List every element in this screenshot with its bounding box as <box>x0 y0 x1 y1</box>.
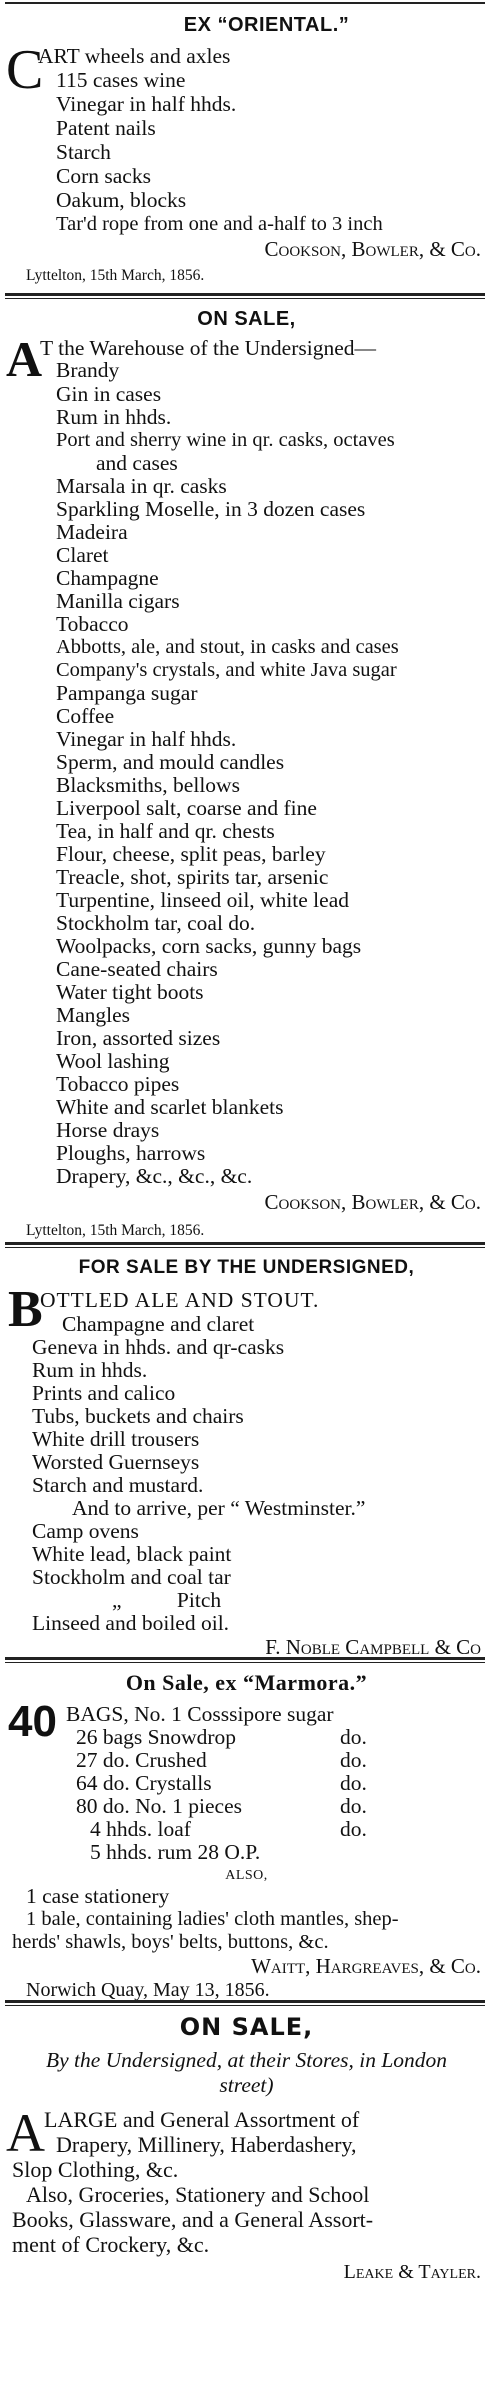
list-item: Port and sherry wine in qr. casks, octaves <box>56 429 395 451</box>
list-item: Linseed and boiled oil. <box>32 1611 230 1635</box>
list-item: Marsala in qr. casks <box>56 474 227 498</box>
list-item: 27 do. Crushed <box>76 1748 207 1772</box>
ad-heading: EX “ORIENTAL.” <box>183 14 350 36</box>
signature: Leake & Tayler. <box>343 2261 481 2283</box>
list-item: Books, Glassware, and a General Assort- <box>12 2207 374 2232</box>
list-item: Also, Groceries, Stationery and School <box>26 2182 370 2207</box>
list-item: White lead, black paint <box>32 1542 232 1566</box>
list-item: 4 hhds. loaf <box>90 1817 191 1841</box>
ad-heading: ON SALE, <box>179 2013 314 2041</box>
double-rule <box>5 1657 485 1663</box>
ad-heading: FOR SALE BY THE UNDERSIGNED, <box>78 1257 415 1278</box>
list-item: Worsted Guernseys <box>32 1450 200 1474</box>
list-item: Horse drays <box>56 1118 160 1142</box>
drop-cap: B <box>8 1281 43 1338</box>
list-item: Corn sacks <box>56 164 151 188</box>
list-item: Drapery, Millinery, Haberdashery, <box>56 2132 357 2157</box>
first-line: ART wheels and axles <box>38 44 231 68</box>
double-rule <box>5 293 485 299</box>
ditto-mark: do. <box>340 1725 367 1749</box>
list-item: „ Pitch <box>112 1588 222 1612</box>
list-item: Sperm, and mould candles <box>56 750 285 774</box>
list-item: BAGS, No. 1 Cosssipore sugar <box>66 1702 334 1726</box>
list-item: 5 hhds. rum 28 O.P. <box>90 1840 261 1864</box>
signature: Waitt, Hargreaves, & Co. <box>251 1954 481 1978</box>
list-item: Ploughs, harrows <box>56 1141 206 1165</box>
list-item: White drill trousers <box>32 1427 200 1451</box>
list-item: Rum in hhds. <box>56 405 172 429</box>
list-item: ment of Crockery, &c. <box>12 2232 210 2257</box>
list-item: Brandy <box>56 358 120 382</box>
list-item: Tubs, buckets and chairs <box>32 1404 244 1428</box>
top-rule <box>5 2 485 4</box>
list-item: 80 do. No. 1 pieces <box>76 1794 242 1818</box>
dateline: Lyttelton, 15th March, 1856. <box>26 1222 205 1239</box>
list-item: Mangles <box>56 1003 131 1027</box>
list-item: Manilla cigars <box>56 589 180 613</box>
list-item: Cane-seated chairs <box>56 957 218 981</box>
list-item: Coffee <box>56 704 115 728</box>
dateline: Norwich Quay, May 13, 1856. <box>26 1979 270 2001</box>
list-item: Vinegar in half hhds. <box>56 92 237 116</box>
ad-on-sale-warehouse <box>0 304 493 1239</box>
ad-for-sale-undersigned <box>0 1254 493 1659</box>
list-item: Turpentine, linseed oil, white lead <box>56 888 349 912</box>
list-item: Gin in cases <box>56 382 162 406</box>
drop-cap: A <box>6 331 43 387</box>
also-label: ALSO, <box>225 1868 268 1883</box>
drop-cap: A <box>6 2103 45 2163</box>
list-item: Flour, cheese, split peas, barley <box>56 842 326 866</box>
list-item: Tobacco pipes <box>56 1072 180 1096</box>
dateline: Lyttelton, 15th March, 1856. <box>26 267 205 284</box>
list-item: 1 bale, containing ladies' cloth mantles, shep- <box>26 1908 399 1930</box>
drop-cap: C <box>6 39 44 101</box>
list-item: LARGE and General Assortment of <box>44 2107 360 2132</box>
list-item: Wool lashing <box>56 1049 170 1073</box>
list-item: Woolpacks, corn sacks, gunny bags <box>56 934 362 958</box>
ditto-mark: do. <box>340 1771 367 1795</box>
list-item: Oakum, blocks <box>56 188 187 212</box>
list-item: Iron, assorted sizes <box>56 1026 221 1050</box>
list-item: Vinegar in half hhds. <box>56 727 237 751</box>
signature: F. Noble Campbell & Co <box>265 1635 481 1659</box>
first-line: OTTLED ALE AND STOUT. <box>40 1288 320 1312</box>
list-item: Water tight boots <box>56 980 204 1004</box>
list-item: 1 case stationery <box>26 1884 170 1908</box>
list-item: Tea, in half and qr. chests <box>56 819 275 843</box>
list-item: Madeira <box>56 520 128 544</box>
list-item: Liverpool salt, coarse and fine <box>56 796 317 820</box>
ad-leake-tayler <box>0 2010 493 2283</box>
list-item: Company's crystals, and white Java sugar <box>56 659 397 681</box>
first-line: T the Warehouse of the Undersigned— <box>40 336 377 360</box>
ditto-mark: do. <box>340 1817 367 1841</box>
list-item: Sparkling Moselle, in 3 dozen cases <box>56 497 366 521</box>
list-item: 115 cases wine <box>56 68 186 92</box>
list-item: Drapery, &c., &c., &c. <box>56 1164 253 1188</box>
signature: Cookson, Bowler, & Co. <box>264 1190 481 1214</box>
list-item: Stockholm and coal tar <box>32 1565 231 1589</box>
list-item: Tobacco <box>56 612 129 636</box>
list-item: 26 bags Snowdrop <box>76 1725 237 1749</box>
list-item: Claret <box>56 543 109 567</box>
ad-subheading: By the Undersigned, at their Stores, in London street) <box>45 2048 448 2097</box>
ditto-mark: do. <box>340 1794 367 1818</box>
double-rule <box>5 2000 485 2006</box>
list-item: Starch and mustard. <box>32 1473 204 1497</box>
list-item: Treacle, shot, spirits tar, arsenic <box>56 865 329 889</box>
list-item: Starch <box>56 140 111 164</box>
ad-marmora <box>0 1668 493 2001</box>
list-item: Champagne and claret <box>62 1312 255 1336</box>
list-item: Tar'd rope from one and a-half to 3 inch <box>56 213 383 235</box>
list-item: Rum in hhds. <box>32 1358 148 1382</box>
list-item: And to arrive, per “ Westminster.” <box>72 1496 366 1520</box>
list-item: Champagne <box>56 566 159 590</box>
double-rule <box>5 1242 485 1248</box>
ditto-mark: do. <box>340 1748 367 1772</box>
list-item: Blacksmiths, bellows <box>56 773 240 797</box>
list-item: Pampanga sugar <box>56 681 198 705</box>
list-item: White and scarlet blankets <box>56 1095 284 1119</box>
ad-oriental <box>0 10 493 284</box>
list-item: Camp ovens <box>32 1519 139 1543</box>
list-item: Patent nails <box>56 116 156 140</box>
list-item: Geneva in hhds. and qr-casks <box>32 1335 285 1359</box>
list-item: Abbotts, ale, and stout, in casks and cases <box>56 636 399 658</box>
signature: Cookson, Bowler, & Co. <box>264 237 481 261</box>
ad-heading: ON SALE, <box>197 308 296 330</box>
list-item: herds' shawls, boys' belts, buttons, &c. <box>12 1931 329 1953</box>
list-item: Prints and calico <box>32 1381 176 1405</box>
list-item: Stockholm tar, coal do. <box>56 911 256 935</box>
list-item: Slop Clothing, &c. <box>12 2157 179 2182</box>
ad-heading: On Sale, ex “Marmora.” <box>125 1670 368 1695</box>
list-item: 64 do. Crystalls <box>76 1771 212 1795</box>
list-item: and cases <box>96 451 178 475</box>
big-number: 40 <box>8 1697 57 1746</box>
